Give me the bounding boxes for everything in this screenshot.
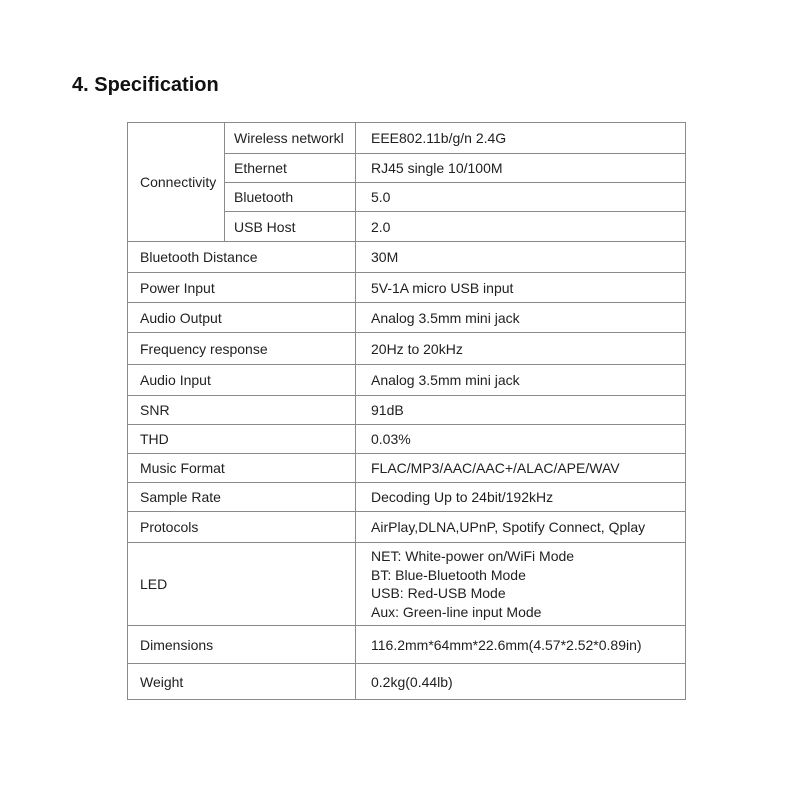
spec-value-ethernet: RJ45 single 10/100M	[356, 154, 686, 183]
table-row	[128, 626, 686, 664]
table-row	[128, 333, 686, 365]
spec-value-usb-host: 2.0	[356, 212, 686, 242]
table-row	[128, 512, 686, 543]
spec-label-frequency-response: Frequency response	[128, 333, 356, 365]
spec-label-music-format: Music Format	[128, 454, 356, 483]
spec-sublabel-usb-host: USB Host	[225, 212, 356, 242]
spec-value-sample-rate: Decoding Up to 24bit/192kHz	[356, 483, 686, 512]
spec-sublabel-bluetooth: Bluetooth	[225, 183, 356, 212]
spec-value-music-format: FLAC/MP3/AAC/AAC+/ALAC/APE/WAV	[356, 454, 686, 483]
spec-label-connectivity: Connectivity	[128, 123, 225, 242]
spec-value-thd: 0.03%	[356, 425, 686, 454]
led-mode-list	[371, 547, 685, 621]
spec-label-weight: Weight	[128, 664, 356, 700]
led-mode-usb: USB: Red-USB Mode	[371, 585, 506, 601]
spec-label-protocols: Protocols	[128, 512, 356, 543]
spec-label-audio-output: Audio Output	[128, 303, 356, 333]
led-mode-bt: BT: Blue-Bluetooth Mode	[371, 566, 526, 583]
spec-label-dimensions: Dimensions	[128, 626, 356, 664]
spec-value-bluetooth-distance: 30M	[356, 242, 686, 273]
spec-label-audio-input: Audio Input	[128, 365, 356, 396]
spec-value-frequency-response: 20Hz to 20kHz	[356, 333, 686, 365]
section-heading: 4. Specification	[72, 74, 219, 96]
table-row	[128, 273, 686, 303]
table-row	[128, 396, 686, 425]
spec-value-protocols: AirPlay,DLNA,UPnP, Spotify Connect, Qplay	[356, 512, 686, 543]
led-mode-net: NET: White-power on/WiFi Mode	[371, 548, 575, 564]
spec-label-snr: SNR	[128, 396, 356, 425]
spec-sublabel-ethernet: Ethernet	[225, 154, 356, 183]
table-row	[128, 543, 686, 626]
table-row	[128, 664, 686, 700]
spec-value-dimensions: 116.2mm*64mm*22.6mm(4.57*2.52*0.89in)	[356, 626, 686, 664]
spec-value-led	[356, 543, 686, 626]
spec-sublabel-wireless: Wireless networkl	[225, 123, 356, 154]
table-row	[128, 454, 686, 483]
led-mode-aux: Aux: Green-line input Mode	[371, 603, 542, 620]
table-row	[128, 483, 686, 512]
spec-label-power-input: Power Input	[128, 273, 356, 303]
spec-label-thd: THD	[128, 425, 356, 454]
spec-label-sample-rate: Sample Rate	[128, 483, 356, 512]
table-row	[128, 303, 686, 333]
spec-value-snr: 91dB	[356, 396, 686, 425]
spec-value-power-input: 5V-1A micro USB input	[356, 273, 686, 303]
table-row	[128, 242, 686, 273]
spec-value-weight: 0.2kg(0.44lb)	[356, 664, 686, 700]
spec-label-bluetooth-distance: Bluetooth Distance	[128, 242, 356, 273]
spec-value-wireless: EEE802.11b/g/n 2.4G	[356, 123, 686, 154]
specification-table	[127, 122, 686, 700]
table-row	[128, 123, 686, 154]
spec-value-audio-output: Analog 3.5mm mini jack	[356, 303, 686, 333]
spec-value-bluetooth: 5.0	[356, 183, 686, 212]
table-row	[128, 425, 686, 454]
table-row	[128, 365, 686, 396]
spec-value-audio-input: Analog 3.5mm mini jack	[356, 365, 686, 396]
spec-label-led: LED	[128, 543, 356, 626]
